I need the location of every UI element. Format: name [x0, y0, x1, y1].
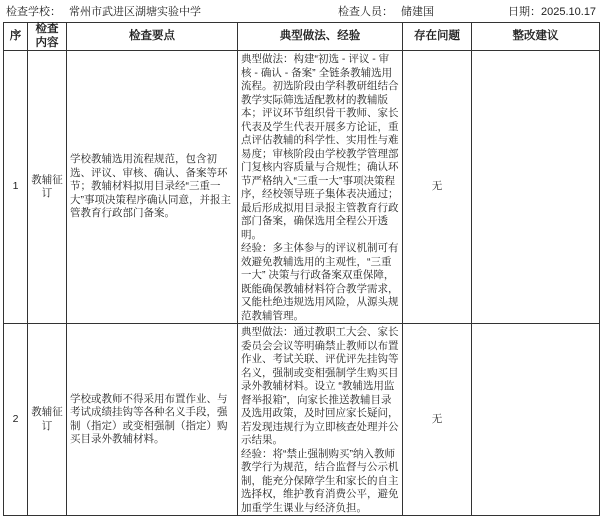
experience: 经验：多主体参与的评议机制可有效避免教辅选用的主观性，“三重一大” 决策与行政备案双重保障，既能确保教辅材料符合教学需求，又能杜绝违规选用风险，从源头规范教辅管理。 [241, 242, 399, 322]
inspection-table [3, 22, 600, 516]
header-content: 检查内容 [28, 23, 67, 51]
date-label: 日期： [508, 6, 541, 18]
typical-practice: 典型做法：构建“初选 - 评议 - 审核 - 确认 - 备案” 全链条教辅选用流程。初选阶段由学科教研组结合教学实际筛选适配教材的教辅版本；评议环节组织骨干教师、家长代表及学生代表开展多方论证，重点评估教辅的科学性、实用性与难易度；审核阶段由学校教学管理部门复核内容质量与合规性；确认环节严格纳入“三重一大”事项决策程序，经校领导班子集体表决通过；最后形成拟用目录报主管教育行政部门备案，确保选用全程公开透明。 [241, 53, 399, 241]
inspector-info [338, 3, 442, 19]
date-value: 2025.10.17 [541, 6, 597, 18]
experience: 经验：将“禁止强制购买”纳入教师教学行为规范，结合监督与公示机制，能充分保障学生和家长的自主选择权，维护教育消费公平，避免加重学生课业与经济负担。 [241, 447, 399, 514]
practice-cell [238, 51, 403, 324]
row-number: 2 [4, 324, 28, 516]
header-points: 检查要点 [67, 23, 238, 51]
row-number: 1 [4, 51, 28, 324]
check-points: 学校或教师不得采用布置作业、与考试成绩挂钩等各种名义手段，强制（指定）或变相强制（指定）购买目录外教辅材料。 [67, 324, 238, 516]
table-row [4, 51, 600, 324]
school-label: 检查学校： [6, 6, 61, 18]
check-content: 教辅征订 [28, 324, 67, 516]
school-name: 常州市武进区湖塘实验中学 [69, 6, 201, 18]
school-info [6, 3, 209, 19]
typical-practice: 典型做法：通过教职工大会、家长委员会会议等明确禁止教师以布置作业、考试关联、评优评先挂钩等名义，强制或变相强制学生购买目录外教辅材料。设立 “教辅选用监督举报箱”，向家长推送教辅目录及选用政策，及时回应家长疑问，若发现违规行为立即核查处理并公示结果。 [241, 326, 399, 446]
date-info [508, 3, 600, 19]
inspector-label: 检查人员： [338, 6, 393, 18]
header-suggestion: 整改建议 [472, 23, 600, 51]
practice-cell [238, 324, 403, 516]
check-content: 教辅征订 [28, 51, 67, 324]
issue: 无 [403, 324, 472, 516]
issue: 无 [403, 51, 472, 324]
suggestion [472, 324, 600, 516]
header-no: 序 [4, 23, 28, 51]
header-practice: 典型做法、经验 [238, 23, 403, 51]
header-issue: 存在问题 [403, 23, 472, 51]
suggestion [472, 51, 600, 324]
table-header-row [4, 23, 600, 51]
inspector-name: 储建国 [401, 6, 434, 18]
check-points: 学校教辅选用流程规范，包含初选、评议、审核、确认、备案等环节；教辅材料拟用目录经“三重一大”事项决策程序确认同意，并报主管教育行政部门备案。 [67, 51, 238, 324]
table-row [4, 324, 600, 516]
